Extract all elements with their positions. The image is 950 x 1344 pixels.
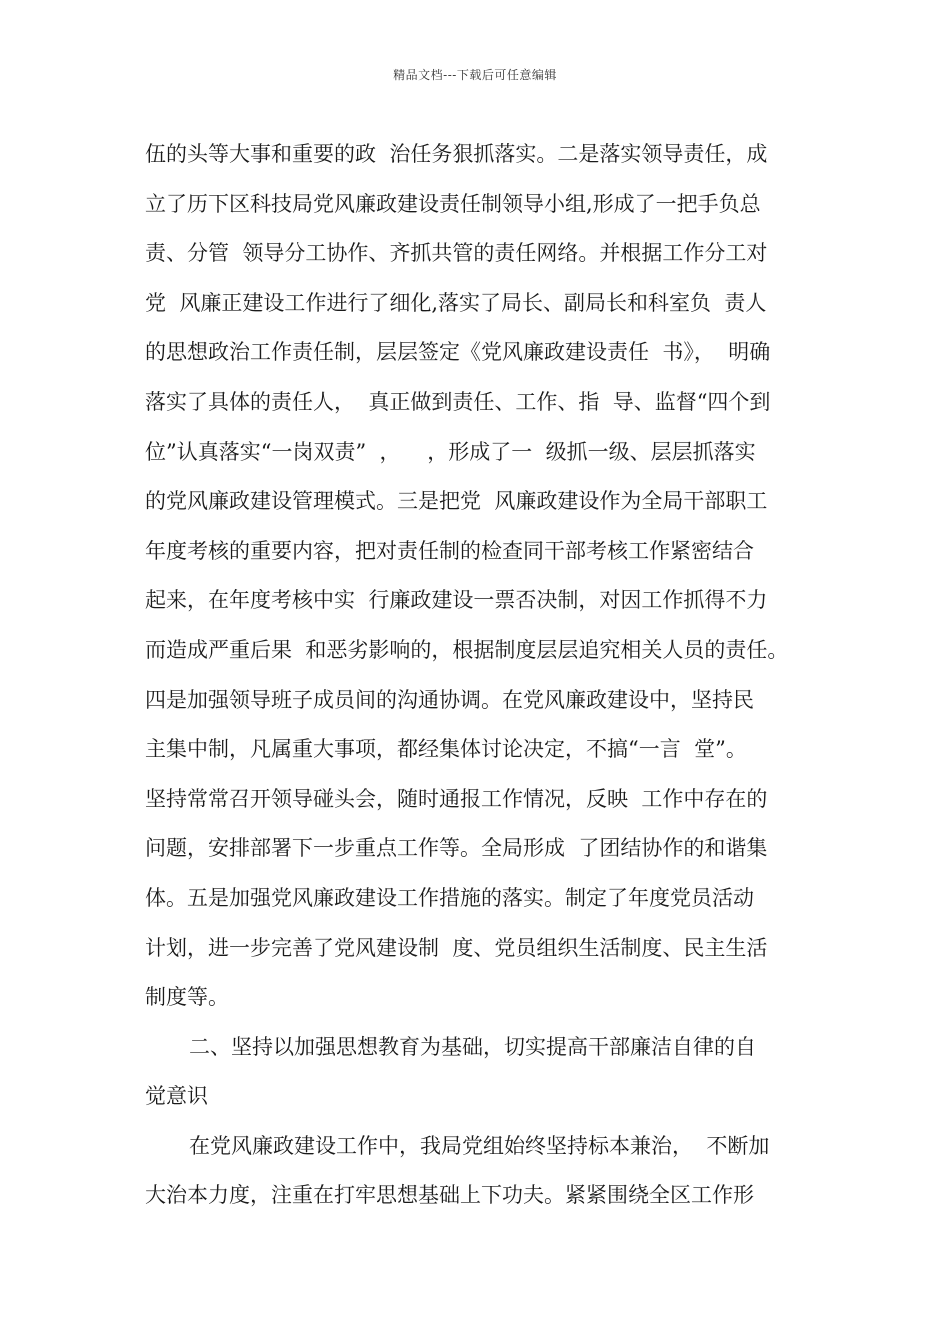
text-line: 的党风廉政建设管理模式。三是把党 风廉政建设作为全局干部职工 [145,489,768,514]
text-line: 制度等。 [145,985,229,1010]
text-line: 坚持常常召开领导碰头会，随时通报工作情况，反映 工作中存在的 [145,786,768,811]
document-body [145,130,825,1221]
text-line: 年度考核的重要内容，把对责任制的检查同干部考核工作紧密结合 [145,538,754,563]
text-line: 在党风廉政建设工作中，我局党组始终坚持标本兼治， 不断加 [189,1133,770,1158]
text-line: 起来，在年度考核中实 行廉政建设一票否决制，对因工作抓得不力 [145,588,768,613]
text-line: 而造成严重后果 和恶劣影响的，根据制度层层追究相关人员的责任。 [145,637,789,662]
text-line: 落实了具体的责任人， 真正做到责任、工作、指 导、监督“四个到 [145,389,771,414]
text-line: 的思想政治工作责任制，层层签定《党风廉政建设责任 书》， 明确 [145,340,771,365]
text-line: 体。五是加强党风廉政建设工作措施的落实。制定了年度党员活动 [145,885,754,910]
text-line: 大治本力度，注重在打牢思想基础上下功夫。紧紧围绕全区工作形 [145,1183,754,1208]
page-header: 精品文档---下载后可任意编辑 [393,68,557,82]
text-line: 位”认真落实“一岗双责” ， ，形成了一 级抓一级、层层抓落实 [145,439,756,464]
text-line: 四是加强领导班子成员间的沟通协调。在党风廉政建设中，坚持民 [145,687,754,712]
text-line: 问题，安排部署下一步重点工作等。全局形成 了团结协作的和谐集 [145,836,768,861]
text-line: 责、分管 领导分工协作、齐抓共管的责任网络。并根据工作分工对 [145,241,768,266]
text-line: 计划，进一步完善了党风建设制 度、党员组织生活制度、民主生活 [145,935,768,960]
text-line: 立了历下区科技局党风廉政建设责任制领导小组,形成了一把手负总 [145,191,761,216]
text-line: 伍的头等大事和重要的政 治任务狠抓落实。二是落实领导责任，成 [145,142,768,166]
text-line: 党 风廉正建设工作进行了细化,落实了局长、副局长和科室负 责人 [145,290,767,315]
text-line: 主集中制，凡属重大事项，都经集体讨论决定，不搞“一言 堂”。 [145,737,747,762]
section-heading-line: 二、坚持以加强思想教育为基础，切实提高干部廉洁自律的自 [189,1034,756,1059]
section-heading-line: 觉意识 [145,1084,208,1109]
